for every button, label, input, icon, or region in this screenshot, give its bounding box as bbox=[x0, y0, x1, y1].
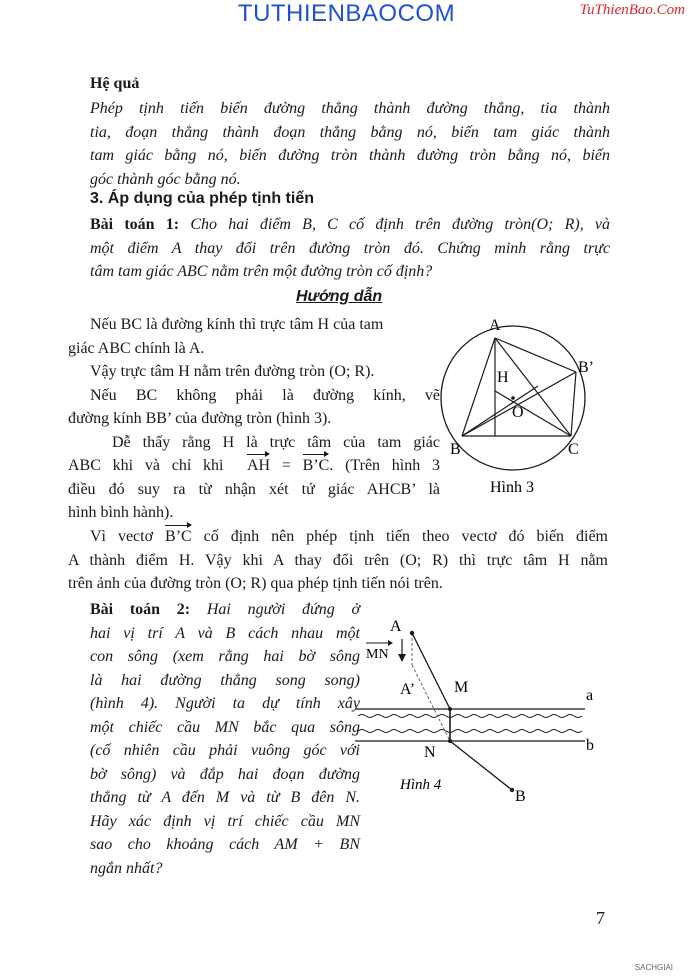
solution-text: Vì vectơ bbox=[90, 528, 154, 545]
solution-line: Dễ thấy rằng H là trực tâm của tam giác bbox=[112, 433, 440, 451]
segment-AB-prime bbox=[495, 338, 576, 372]
point-M bbox=[448, 707, 452, 711]
solution-line: hình bình hành). bbox=[68, 504, 174, 521]
vector-BC: B’C bbox=[303, 454, 330, 478]
he-qua-line: tam giác bằng nó, biến đường tròn thành đường tròn bằng nó, biến bbox=[90, 147, 610, 164]
label-A: A bbox=[489, 317, 501, 334]
label-B: B bbox=[450, 441, 461, 458]
solution-text: ABC khi và chỉ khi bbox=[68, 457, 224, 474]
solution-line: điều đó suy ra từ nhận xét tứ giác AHCB’ là bbox=[68, 480, 440, 498]
figure-3-caption: Hình 3 bbox=[490, 479, 534, 496]
vector-MN-arrowhead bbox=[398, 654, 406, 662]
segment-BC-prime bbox=[571, 372, 576, 436]
segment-HC bbox=[495, 391, 571, 436]
he-qua-text bbox=[90, 97, 610, 191]
solution-line: đường kính BB’ của đường tròn (hình 3). bbox=[68, 410, 332, 427]
label-C: C bbox=[568, 441, 579, 458]
bai-toan-1 bbox=[90, 213, 610, 284]
bai2-line: con sông (xem rằng hai bờ sông bbox=[90, 648, 360, 665]
solution-text: cố định nên phép tịnh tiến theo vectơ đó biến điểm bbox=[203, 528, 608, 545]
solution-line bbox=[68, 454, 440, 478]
segment-AB bbox=[462, 338, 495, 436]
solution-block bbox=[68, 313, 440, 525]
figure-4-caption: Hình 4 bbox=[400, 777, 442, 793]
he-qua-line: góc thành góc bằng nó. bbox=[90, 170, 241, 188]
bai-toan-2 bbox=[90, 598, 360, 880]
point-B bbox=[510, 788, 514, 792]
point-A bbox=[410, 631, 414, 635]
solution-block-2 bbox=[68, 525, 608, 596]
solution-line: giác ABC chính là A. bbox=[68, 339, 205, 357]
bai2-label: Bài toán 2: bbox=[90, 601, 191, 618]
bai1-label: Bài toán 1: bbox=[90, 216, 180, 233]
segment-A-prime-N bbox=[412, 665, 450, 741]
label-MN: MN bbox=[366, 647, 389, 662]
label-H: H bbox=[497, 369, 509, 386]
label-a: a bbox=[586, 687, 594, 704]
bai2-line: bờ sông) và đắp hai đoạn đường bbox=[90, 765, 360, 783]
he-qua-line: Phép tịnh tiến biến đường thẳng thành đường thẳng, tia thành bbox=[90, 100, 610, 117]
solution-line: Vậy trực tâm H nằm trên đường tròn (O; R). bbox=[90, 363, 375, 380]
bai2-line: Hãy xác định vị trí chiếc cầu MN bbox=[90, 812, 360, 830]
figure-3 bbox=[440, 308, 620, 508]
bai2-line: (hình 4). Người ta dự tính xây bbox=[90, 695, 360, 712]
bai2-line: hai vị trí A và B cách nhau một bbox=[90, 624, 360, 642]
solution-line: Nếu BC là đường kính thì trực tâm H của tam bbox=[90, 316, 384, 333]
river-wave-1 bbox=[358, 715, 582, 718]
point-N bbox=[448, 739, 452, 743]
he-qua-heading: Hệ quả bbox=[90, 75, 140, 92]
label-O: O bbox=[512, 404, 524, 421]
bai1-line bbox=[90, 213, 610, 237]
bai2-line: ngắn nhất? bbox=[90, 859, 163, 877]
bai2-line: là hai đường thẳng song song) bbox=[90, 671, 360, 689]
center-O-dot bbox=[511, 396, 515, 400]
label-b: b bbox=[586, 737, 594, 754]
label-B: B bbox=[515, 788, 526, 805]
solution-line: trên ảnh của đường tròn (O; R) qua phép tịnh tiến nói trên. bbox=[68, 575, 443, 592]
bai2-line: thẳng từ A đến M và từ B đên N. bbox=[90, 789, 360, 806]
page-number: 7 bbox=[596, 908, 605, 928]
label-A: A bbox=[390, 618, 402, 635]
segment-NB bbox=[450, 741, 512, 790]
segment-AM bbox=[412, 633, 450, 709]
huong-dan-heading: Hướng dẫn bbox=[296, 288, 383, 305]
label-A-prime: A’ bbox=[400, 681, 416, 698]
bai2-line: một chiếc cầu MN bắc qua sông bbox=[90, 718, 360, 736]
bai1-text: Cho hai điểm B, C cố định trên đường tròn(O; R), và bbox=[190, 216, 611, 233]
label-B-prime: B’ bbox=[578, 359, 594, 376]
bai2-line bbox=[90, 598, 360, 622]
segment-AC bbox=[495, 338, 571, 436]
vector-MN-bar-head bbox=[388, 640, 393, 646]
solution-line bbox=[68, 525, 608, 549]
he-qua-line: tia, đoạn thẳng thành đoạn thẳng bằng nó, biến tam giác thành bbox=[90, 123, 610, 141]
solution-text: . (Trên hình 3 bbox=[329, 457, 441, 474]
bai2-text: Hai người đứng ở bbox=[206, 601, 361, 618]
bai2-line: (cố nhiên cầu phải vuông góc với bbox=[90, 742, 360, 759]
bai1-line: tâm tam giác ABC nằm trên một đường tròn cố định? bbox=[90, 263, 433, 280]
bai1-line: một điểm A thay đổi trên đường tròn đó. Chứng minh rằng trực bbox=[90, 239, 610, 257]
solution-line: Nếu BC không phải là đường kính, vẽ bbox=[90, 386, 440, 404]
vector-BC: B’C bbox=[165, 525, 192, 549]
figure-4 bbox=[350, 610, 610, 810]
site-title: TUTHIENBAOCOM bbox=[237, 0, 456, 27]
label-M: M bbox=[454, 679, 469, 696]
section-title: 3. Áp dụng của phép tịnh tiến bbox=[90, 190, 314, 207]
footer-brand: SACHGIAI bbox=[634, 963, 673, 972]
river-wave-2 bbox=[358, 730, 582, 733]
bai2-line: sao cho khoảng cách AM + BN bbox=[90, 836, 360, 853]
equals-sign: = bbox=[281, 457, 291, 474]
vector-AH: AH bbox=[247, 454, 270, 478]
site-logo: TuThienBao.Com bbox=[579, 2, 685, 18]
label-N: N bbox=[424, 744, 436, 761]
solution-line: A thành điểm H. Vậy khi A thay đổi trên (O; R) thì trực tâm H nằm bbox=[68, 551, 608, 569]
